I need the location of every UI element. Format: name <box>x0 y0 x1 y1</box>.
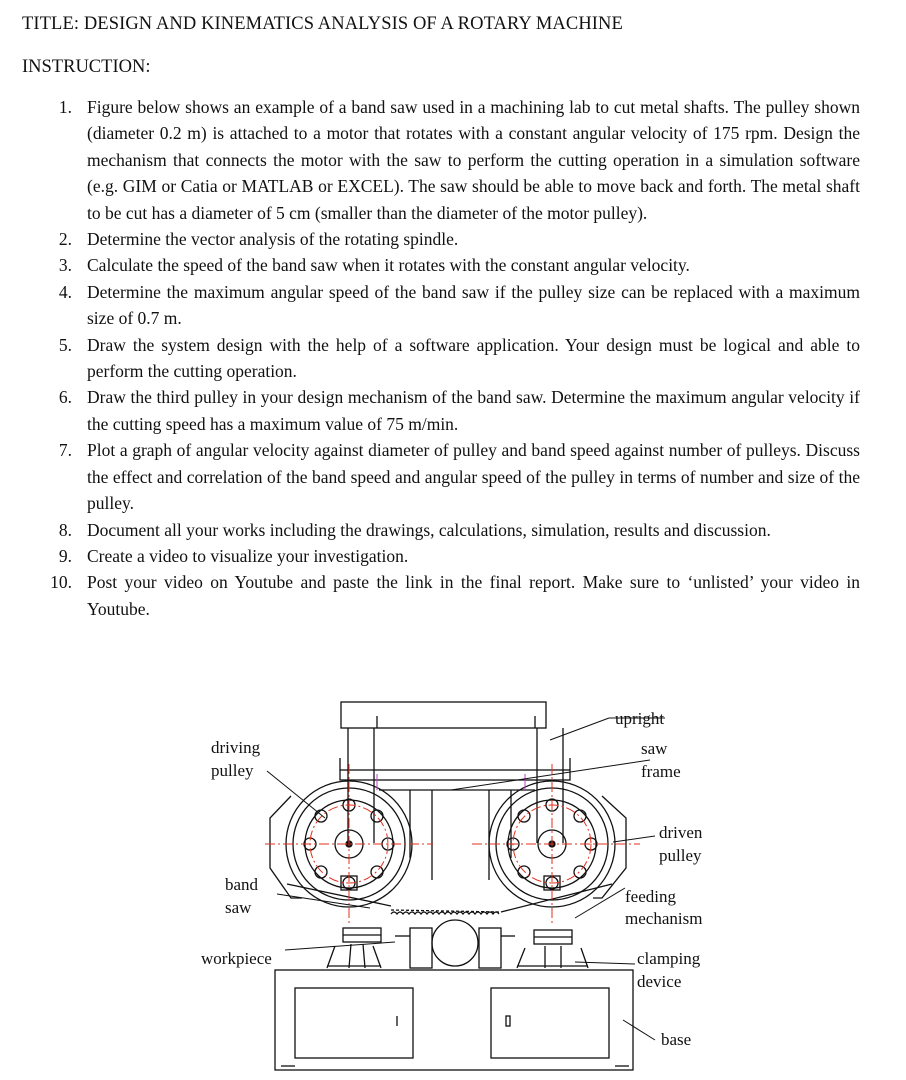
item-number: 10. <box>50 572 72 593</box>
label-feeding-mechanism-1: feeding <box>625 887 676 906</box>
item-text: Determine the maximum angular speed of the band saw if the pulley size can be replaced with a maximum size of 0.7 m. <box>87 281 860 329</box>
feeding-mechanism <box>395 920 515 968</box>
list-item <box>0 94 860 226</box>
item-number: 1. <box>58 97 72 117</box>
band-saw-figure <box>195 698 720 1073</box>
label-base: base <box>661 1030 692 1049</box>
list-item <box>0 384 860 437</box>
list-item <box>0 543 860 569</box>
item-text: Determine the vector analysis of the rotating spindle. <box>87 229 459 250</box>
label-driven-pulley-1: driven <box>659 823 703 842</box>
clamping-device <box>327 928 588 968</box>
list-item <box>0 437 860 516</box>
instruction-heading: INSTRUCTION: <box>22 57 151 77</box>
instruction-list <box>0 94 860 622</box>
label-clamping-device-1: clamping <box>637 949 701 968</box>
item-number: 7. <box>58 440 72 461</box>
item-number: 3. <box>58 255 72 276</box>
label-band-saw-1: band <box>225 875 259 894</box>
label-band-saw-2: saw <box>225 898 252 917</box>
document-title: TITLE: DESIGN AND KINEMATICS ANALYSIS OF A ROTARY MACHINE <box>22 14 623 34</box>
label-workpiece: workpiece <box>201 949 272 968</box>
list-item <box>0 226 860 252</box>
label-saw-frame-1: saw <box>641 739 668 758</box>
base <box>275 970 633 1070</box>
list-item <box>0 517 860 543</box>
item-text: Post your video on Youtube and paste the link in the final report. Make sure to ‘unlisted’ your video in Youtube. <box>87 572 860 619</box>
frame-top-bar <box>341 702 546 728</box>
item-number: 4. <box>58 281 72 302</box>
leader-lines <box>267 718 665 1040</box>
list-item <box>0 332 860 385</box>
label-driving-pulley-2: pulley <box>211 761 254 780</box>
list-item <box>0 569 860 622</box>
item-number: 9. <box>58 545 72 566</box>
item-number: 2. <box>58 229 72 250</box>
label-clamping-device-2: device <box>637 972 682 991</box>
item-text: Draw the third pulley in your design mechanism of the band saw. Determine the maximum angular velocity if the cutting speed has a maximum value of 75 m/min. <box>87 387 860 434</box>
item-number: 8. <box>58 519 72 540</box>
item-text: Plot a graph of angular velocity against diameter of pulley and band speed against number of pulleys. Discuss the effect and correlation of the band speed and angular speed of the pulley in terms of number and size of the pulley. <box>87 440 860 514</box>
item-number: 5. <box>58 334 72 355</box>
list-item <box>0 252 860 278</box>
label-saw-frame-2: frame <box>641 762 681 781</box>
item-text: Document all your works including the drawings, calculations, simulation, results and discussion. <box>87 519 771 540</box>
label-feeding-mechanism-2: mechanism <box>625 909 703 928</box>
item-text: Calculate the speed of the band saw when it rotates with the constant angular velocity. <box>87 255 690 276</box>
item-text: Draw the system design with the help of a software application. Your design must be logical and able to perform the cutting operation. <box>87 334 860 382</box>
item-text: Create a video to visualize your investigation. <box>87 545 409 566</box>
label-driven-pulley-2: pulley <box>659 846 702 865</box>
label-driving-pulley-1: driving <box>211 738 261 757</box>
item-text: Figure below shows an example of a band saw used in a machining lab to cut metal shafts. The pulley shown (diameter 0.2 m) is attached to a motor that rotates with a constant angular velocity of 175 rpm. Design the mechanism that connects the motor with the saw to perform the cutting operation in a simulation software (e.g. GIM or Catia or MATLAB or EXCEL). The saw should be able to move back and forth. The metal shaft to be cut has a diameter of 5 cm (smaller than the diameter of the motor pulley). <box>87 97 860 223</box>
item-number: 6. <box>58 387 72 408</box>
label-upright: upright <box>615 709 665 728</box>
list-item <box>0 279 860 332</box>
